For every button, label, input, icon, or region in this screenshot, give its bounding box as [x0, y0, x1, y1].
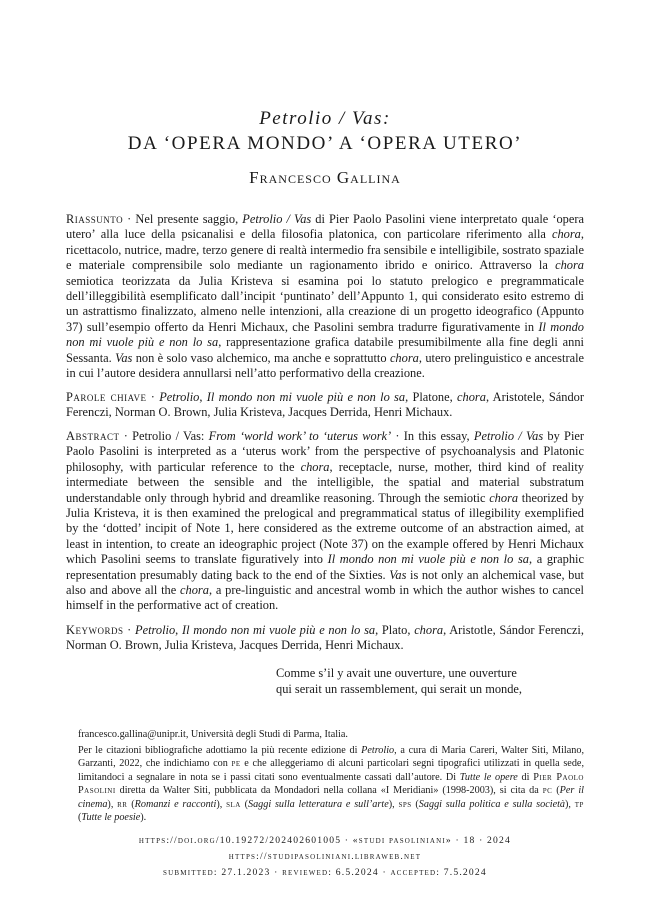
citation-note-text: Saggi sulla politica e sulla società: [418, 798, 566, 810]
epigraph-line-1: Comme s’il y avait une ouverture, une ouverture: [276, 666, 517, 680]
citation-note-text: Saggi sulla letteratura e sull’arte: [247, 798, 389, 810]
abstract-text: is not only an alchemical vase, but also and above all the: [66, 567, 584, 598]
abstract-text: by Pier Paolo Pasolini is interpreted as a ‘uterus work’ from the perspective of psychoanalysis and Platonic philosophy, with particular reference to the: [66, 429, 585, 474]
citation-note-text: pe: [231, 758, 241, 770]
abstract-text: · Petrolio / Vas:: [119, 429, 209, 443]
keywords-text: Il mondo non mi vuole più e non lo sa: [181, 623, 376, 637]
keywords-text: , Aristotle, Sándor Ferenczi, Norman O. Brown, Julia Kristeva, Jacques Derrida, Henri Michaux.: [66, 623, 584, 653]
citation-note-text: ),: [107, 798, 118, 810]
riassunto-text: chora: [555, 258, 584, 273]
citation-note-text: e che alleggeriamo di alcuni particolari segni tipografici utilizzati in quella sede, limitandoci a segnalare in nota se i passi citati sono eventualmente cassati dall’autore. Di: [78, 758, 584, 783]
citation-note-text: Pier Paolo Pasolini: [78, 771, 584, 797]
keywords-label: Keywords: [66, 623, 124, 637]
riassunto-text: chora: [389, 350, 419, 365]
citation-note-text: , a cura di Maria Careri, Walter Siti, Milano, Garzanti, 2022, che indichiamo con: [78, 745, 584, 770]
submission-dates: submitted: 27.1.2023 · reviewed: 6.5.2024 · accepted: 7.5.2024: [163, 867, 487, 878]
abstract-text: , receptacle, nurse, mother, third kind of reality intermediate between the sensible and the intelligible, the spatial and material substratum understandable only through hybrid and dreamlike reasoning. Through the semiotic: [66, 459, 584, 505]
abstract-text: , a graphic representation presumably dating back to the end of the Sixties.: [66, 552, 584, 582]
keywords-paragraph: [66, 623, 584, 654]
title-line-2: DA ‘OPERA MONDO’ A ‘OPERA UTERO’: [127, 133, 523, 154]
citation-note-text: Per le citazioni bibliografiche adottiamo la più recente edizione di: [78, 745, 362, 756]
citation-note-text: Per il cinema: [78, 785, 584, 810]
riassunto-text: Il mondo non mi vuole più e non lo sa: [66, 319, 584, 350]
parole-chiave-text: ·: [146, 390, 160, 404]
doi-line[interactable]: https://doi.org/10.19272/202402601005 · «studi pasoliniani» · 18 · 2024: [138, 835, 512, 846]
abstract-text: Vas: [389, 567, 407, 582]
citation-note: [78, 744, 584, 824]
parole-chiave-text: ,: [199, 390, 207, 404]
citation-note-text: diretta da Walter Siti, pubblicata da Mondadori nella collana «I Meridiani» (1998-2003), si cita da: [115, 785, 543, 797]
citation-note-text: rr: [117, 798, 128, 810]
keywords-text: ,: [175, 623, 182, 637]
parole-chiave-paragraph: [66, 390, 584, 421]
keywords-text: ·: [123, 623, 136, 637]
abstract-text: chora: [180, 583, 209, 598]
citation-note-text: ),: [565, 798, 575, 810]
citation-note-text: sps: [398, 798, 412, 810]
riassunto-text: non è solo vaso alchemico, ma anche e soprattutto: [132, 350, 390, 365]
citation-note-text: (: [411, 798, 419, 810]
riassunto-text: Vas: [115, 350, 133, 365]
citation-note-text: ).: [140, 812, 147, 824]
parole-chiave-text: chora: [457, 390, 486, 404]
abstract-text: Petrolio / Vas: [473, 429, 544, 443]
citation-note-text: Tutte le opere: [459, 771, 518, 783]
citation-note-text: tp: [574, 798, 584, 810]
title-line-1: Petrolio / Vas:: [259, 108, 391, 129]
keywords-text: , Plato,: [375, 623, 415, 637]
citation-note-text: Petrolio: [361, 745, 395, 756]
citation-note-text: ),: [216, 798, 227, 810]
epigraph: [276, 665, 576, 697]
author-name: Francesco Gallina: [249, 168, 401, 187]
riassunto-text: semiotica teorizzata da Julia Kristeva si esamina poi lo statuto prelogico e pregrammaticale dell’illeggibilità esemplificato dall’incipit ‘puntinato’ dell’Appunto 1, qui considerato esito estremo di un astrattismo finalizzato, almeno nelle intenzioni, alla creazione di un progetto ideografico (Appunto 37) sull’esempio offerto da Henri Michaux, che Pasolini sembra tradurre figurativamente in: [66, 273, 584, 334]
riassunto-text: , utero prelinguistico e ancestrale in cui l’autore desidera annullarsi nell’atto performativo della creazione.: [66, 350, 585, 381]
citation-note-text: (: [78, 812, 82, 824]
parole-chiave-text: Petrolio: [159, 390, 200, 404]
citation-note-text: (: [552, 785, 560, 797]
abstract-text: , a pre-linguistic and ancestral womb in which the author wishes to cancel himself in the performative act of creation.: [66, 583, 584, 613]
parole-chiave-label: Parole chiave: [66, 390, 147, 404]
riassunto-label: Riassunto: [66, 212, 124, 226]
keywords-text: chora: [414, 623, 444, 637]
citation-note-text: (: [127, 798, 135, 810]
riassunto-text: chora: [551, 227, 581, 242]
abstract-text: chora: [489, 490, 519, 505]
riassunto-text: , rappresentazione grafica databile presumibilmente alla fine degli anni Sessanta.: [66, 335, 584, 365]
abstract-paragraph: [66, 429, 584, 614]
citation-note-text: Tutte le poesie: [81, 812, 141, 824]
epigraph-line-2: qui serait un rassemblement, qui serait un monde,: [276, 682, 523, 696]
riassunto-text: Petrolio / Vas: [242, 212, 312, 226]
riassunto-paragraph: [66, 212, 584, 381]
abstract-text: From ‘world work’ to ‘uterus work’: [208, 429, 392, 443]
riassunto-text: · Nel presente saggio,: [123, 212, 243, 226]
citation-note-text: ),: [388, 798, 399, 810]
parole-chiave-text: , Platone,: [405, 390, 458, 404]
abstract-label: Abstract: [66, 429, 120, 443]
parole-chiave-text: Il mondo non mi vuole più e non lo sa: [206, 390, 406, 404]
parole-chiave-text: , Aristotele, Sándor Ferenczi, Norman O. Brown, Julia Kristeva, Jacques Derrida, Henri Michaux.: [66, 390, 585, 420]
citation-note-text: (: [240, 798, 248, 810]
citation-note-text: di: [517, 771, 534, 783]
citation-note-text: Romanzi e racconti: [134, 798, 217, 810]
keywords-text: Petrolio: [135, 623, 176, 637]
abstract-text: theorized by Julia Kristeva, it is then examined the prelogical and pregrammatical status of illegibility exemplified by the ‘dotted’ incipit of Note 1, here considered as the extreme outcome of an abstraction aimed, at least in intention, to create an ideographic project (Note 37) on the example offered by Henri Michaux which Pasolini seems to translate figuratively into: [66, 490, 584, 567]
riassunto-text: , ricettacolo, nutrice, madre, terzo genere di realtà intermedio fra sensibile e intelligibile, sostrato spaziale e materiale comprensibile solo mediante un ragionamento ibrido e onirico. Attraverso la: [66, 227, 584, 273]
abstract-text: · In this essay,: [391, 429, 474, 443]
author-affiliation-note: francesco.gallina@unipr.it, Università degli Studi di Parma, Italia.: [78, 729, 348, 740]
journal-site-link[interactable]: https://studipasoliniani.libraweb.net: [228, 851, 422, 862]
riassunto-text: di Pier Paolo Pasolini viene interpretato quale ‘opera utero’ alla luce della psicanalisi e della filosofia platonica, con particolare riferimento alla: [66, 212, 585, 242]
abstract-text: chora: [300, 459, 330, 474]
citation-note-text: sla: [226, 798, 241, 810]
abstract-text: Il mondo non mi vuole più e non lo sa: [327, 552, 529, 567]
citation-note-text: pc: [542, 785, 553, 797]
